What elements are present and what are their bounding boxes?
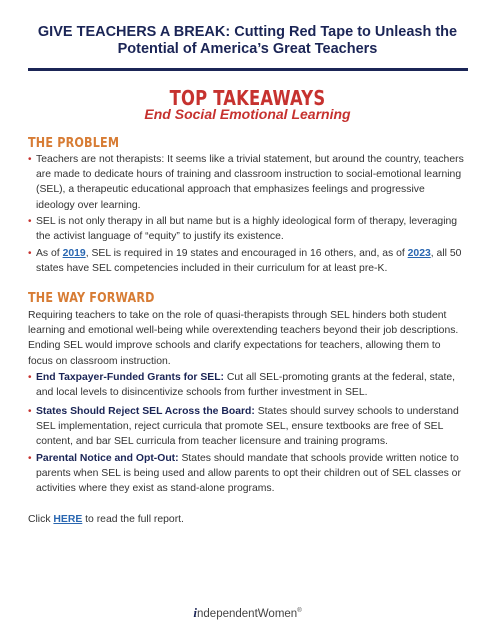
page-title — [20, 24, 475, 58]
title-bold: GIVE TEACHERS A BREAK: — [37, 24, 231, 40]
problem-heading: THE PROBLEM — [28, 136, 120, 151]
item2-text: States should survey schools to understand SEL implementation, reject curricula that promote SEL, ensure textbooks are free of SEL content, and bar SEL curricula from teacher licensure and training programs. — [36, 406, 459, 448]
forward-item-3 — [28, 451, 464, 497]
logo-text: ndependentWomen — [197, 608, 298, 620]
takeaways-title: TOP TAKEAWAYS — [169, 86, 326, 110]
bullet-text: SEL is not only therapy in all but name but is a highly ideological form of therapy, leveraging the activist language of “equity” to justify its existence. — [36, 216, 458, 243]
forward-item-1 — [28, 370, 464, 400]
header-divider — [28, 68, 468, 71]
way-forward-heading: THE WAY FORWARD — [28, 291, 155, 306]
link-2019[interactable]: 2019 — [62, 248, 86, 259]
bullet-marker: • — [28, 248, 32, 259]
item1-text: Cut all SEL-promoting grants at the federal, state, and local levels to disincentivize schools from further investment in SEL. — [36, 372, 456, 399]
bullet-marker: • — [28, 154, 32, 165]
link-2023[interactable]: 2023 — [407, 248, 431, 259]
bullet-marker: • — [28, 372, 32, 383]
logo-registered-mark: ® — [297, 608, 302, 615]
logo-i: i — [193, 605, 198, 620]
way-forward-intro: Requiring teachers to take on the role of quasi-therapists through SEL hinders both student learning and emotional well-being while overextending teachers beyond their job descriptions. Ending SEL would improve schools and clarify expectations for teachers, allowing them to focus on classroom instruction. — [28, 310, 459, 367]
forward-item-2 — [28, 404, 464, 450]
bullet3-text-a: As of — [36, 248, 63, 259]
bullet-marker: • — [28, 216, 32, 227]
item3-bold: Parental Notice and Opt-Out: — [36, 453, 179, 464]
item2-bold: States Should Reject SEL Across the Board: — [36, 406, 255, 417]
bullet-marker: • — [28, 406, 32, 417]
bullet-text — [28, 451, 464, 497]
call-to-action — [28, 512, 468, 527]
problem-bullet-2 — [28, 214, 464, 244]
item3-text: States should mandate that schools provide written notice to parents when SEL is being used and allow parents to opt their children out of SEL classes or activities where they exist as stand-alone programs. — [36, 453, 461, 495]
item1-bold: End Taxpayer-Funded Grants for SEL: — [36, 372, 225, 383]
independent-women-logo — [0, 605, 495, 621]
cta-after: to read the full report. — [82, 514, 184, 525]
bullet-marker: • — [28, 453, 32, 464]
takeaways-subtitle: End Social Emotional Learning — [144, 106, 351, 122]
bullet-text — [28, 370, 464, 400]
problem-bullet-3 — [28, 246, 464, 276]
bullet-text — [28, 404, 464, 450]
full-report-link[interactable]: HERE — [53, 514, 83, 525]
bullet-text — [28, 246, 464, 276]
cta-before: Click — [28, 514, 54, 525]
bullet-text: Teachers are not therapists: It seems like a trivial statement, but around the country, teachers are made to dedicate hours of training and classroom instruction to social-emotional learning (SEL), a therapeutic educational approach that emphasizes feelings and progressive ideology over learning. — [36, 154, 464, 211]
problem-bullet-1 — [28, 152, 464, 213]
bullet3-text-b: , SEL is required in 19 states and encouraged in 16 others, and, as of — [85, 248, 408, 259]
bullet3-text-c: , all 50 states have SEL competencies included in their curriculum for at least pre-K. — [36, 248, 462, 275]
title-rest: Cutting Red Tape to Unleash the Potential of America’s Great Teachers — [117, 24, 458, 57]
